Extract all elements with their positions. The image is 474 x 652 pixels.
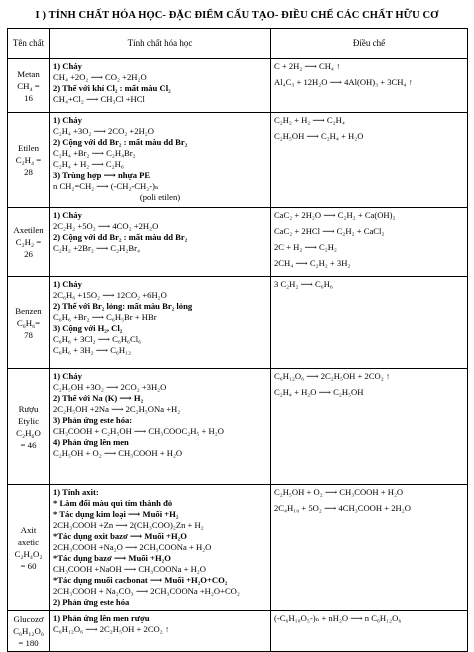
preparation-equation: (-C₆H₁₀O₅-)ₙ + nH₂O ⟶ n C₆H₁₂O₆	[274, 613, 402, 623]
reaction-equation: 2CH₃COOH + Na₂CO₃ ⟶ 2CH₃COONa +H₂O+CO₂	[53, 586, 240, 596]
compound-name-line: Metan	[17, 68, 40, 79]
reaction-equation: C₂H₄ +3O₂ ⟶ 2CO₂ +2H₂O	[53, 126, 154, 136]
property-heading: *Tác dụng oxit bazơ ⟶ Muối +H₂O	[53, 531, 187, 541]
compound-name-line: Etylic	[17, 415, 39, 426]
property-heading: 3) Cộng với H₂, Cl₂	[53, 323, 123, 333]
preparation-equation: 2C + H₂ ⟶ C₂H₂	[274, 242, 337, 252]
preparation-equation: C₂H₂ + H₂ ⟶ C₂H₄	[274, 115, 345, 125]
compound-name-line: 16	[24, 92, 33, 103]
compound-name-cell	[8, 369, 50, 485]
preparation-equation: CaC₂ + 2HCl ⟶ C₂H₂ + CaCl₂	[274, 226, 385, 236]
property-heading: 1) Cháy	[53, 61, 82, 71]
reaction-equation: 2CH₃COOH +Na₂O ⟶ 2CH₃COONa + H₂O	[53, 542, 212, 552]
compound-name-line: Benzen	[15, 305, 42, 316]
properties-cell	[50, 369, 271, 485]
reaction-equation: 2C₆H₆ +15O₂ ⟶ 12CO₂ +6H₂O	[53, 290, 167, 300]
property-heading: * Làm đổi màu quì tím thành đỏ	[53, 498, 173, 508]
reaction-equation: C₆H₆ +Br₂ ⟶ C₆H₅Br + HBr	[53, 312, 157, 322]
reaction-equation: C₂H₅OH +3O₂ ⟶ 2CO₂ +3H₂O	[53, 382, 167, 392]
compound-name-line: Axetilen	[13, 225, 44, 235]
chemistry-table	[7, 28, 468, 652]
preparation-equation: CaC₂ + 2H₂O ⟶ C₂H₂ + Ca(OH)₂	[274, 210, 396, 220]
preparation-equation: C₆H₁₂O₆ ⟶ 2C₂H₅OH + 2CO₂ ↑	[274, 371, 391, 381]
properties-cell	[50, 485, 271, 611]
table-row-etilen	[8, 113, 468, 208]
compound-name-line: C₂H₆O	[16, 427, 41, 438]
compound-name-line: C₆H₆=	[16, 317, 41, 328]
compound-name-line: = 180	[18, 638, 39, 648]
properties-cell	[50, 59, 271, 113]
property-heading: 1) Cháy	[53, 210, 82, 220]
property-heading: *Tác dụng muối cacbonat ⟶ Muối +H₂O+CO₂	[53, 575, 228, 585]
property-heading: * Tác dụng kim loại ⟶ Muối +H₂	[53, 509, 179, 519]
preparation-equation: C₂H₅OH + O₂ ⟶ CH₃COOH + H₂O	[274, 487, 404, 497]
properties-cell	[50, 208, 271, 277]
preparation-cell	[271, 369, 468, 485]
table-row-ruou	[8, 369, 468, 485]
reaction-equation: 2CH₃COOH +Zn ⟶ 2(CH₃COO)₂Zn + H₂	[53, 520, 204, 530]
property-heading: 1) Cháy	[53, 371, 82, 381]
compound-name-line: CH₄ =	[17, 80, 40, 91]
compound-name-line: Rượu	[18, 403, 39, 414]
reaction-equation: (poli etilen)	[139, 192, 181, 202]
compound-name-line: C₂H₄ =	[15, 155, 42, 165]
preparation-cell	[271, 485, 468, 611]
preparation-cell	[271, 611, 468, 652]
table-header-row	[8, 29, 468, 59]
compound-name-line: Axit	[20, 524, 37, 535]
reaction-equation: C₂H₅OH + O₂ ⟶ CH₃COOH + H₂O	[53, 448, 183, 458]
compound-name-cell	[8, 59, 50, 113]
compound-name-line: C₂H₂ =	[15, 237, 42, 247]
reaction-equation: CH₄+Cl₂ ⟶ CH₃Cl +HCl	[53, 94, 145, 104]
reaction-equation: C₆H₆ + 3Cl₂ ⟶ C₆H₆Cl₆	[53, 334, 142, 344]
reaction-equation: C₂H₂ +2Br₂ ⟶ C₂H₂Br₄	[53, 243, 140, 253]
reaction-equation: CH₃COOH + C₂H₅OH ⟶ CH₃COOC₂H₅ + H₂O	[53, 426, 224, 436]
reaction-equation: 2C₂H₅OH +2Na ⟶ 2C₂H₅ONa +H₂	[53, 404, 181, 414]
preparation-cell	[271, 277, 468, 369]
table-row-axit	[8, 485, 468, 611]
preparation-equation: Al₄C₃ + 12H₂O ⟶ 4Al(OH)₃ + 3CH₄ ↑	[274, 77, 413, 87]
compound-name-cell	[8, 485, 50, 611]
compound-name-cell	[8, 113, 50, 208]
preparation-equation: C₂H₄ + H₂O ⟶ C₂H₅OH	[274, 387, 364, 397]
page-title: I ) TÍNH CHẤT HÓA HỌC- ĐẶC ĐIỂM CẤU TẠO- ĐIỀU CHẾ CÁC CHẤT HỮU CƠ	[35, 10, 439, 21]
property-heading: 1) Cháy	[53, 115, 82, 125]
properties-cell	[50, 277, 271, 369]
properties-cell	[50, 113, 271, 208]
properties-cell	[50, 611, 271, 652]
compound-name-line: 78	[24, 329, 33, 340]
compound-name-line: 26	[24, 249, 33, 259]
preparation-equation: 2CH₄ ⟶ C₂H₂ + 3H₂	[274, 258, 351, 268]
table-row-benzen	[8, 277, 468, 369]
property-heading: 2) Phản ứng este hóa	[53, 597, 130, 607]
preparation-equation: 3 C₂H₂ ⟶ C₆H₆	[274, 279, 333, 289]
preparation-cell	[271, 208, 468, 277]
reaction-equation: C₆H₁₂O₆ ⟶ 2C₂H₅OH + 2CO₂ ↑	[53, 624, 170, 634]
header-properties: Tính chất hóa học	[50, 29, 271, 59]
preparation-equation: C + 2H₂ ⟶ CH₄ ↑	[274, 61, 341, 71]
property-heading: 1) Cháy	[53, 279, 82, 289]
table-row-glucozo	[8, 611, 468, 652]
compound-name-line: = 46	[20, 439, 37, 450]
compound-name-cell	[8, 208, 50, 277]
reaction-equation: n CH₂=CH₂ ⟶ (-CH₂-CH₂-)ₙ	[53, 181, 159, 191]
table-row-axetilen	[8, 208, 468, 277]
property-heading: *Tác dụng bazơ ⟶ Muối +H₂O	[53, 553, 171, 563]
compound-name-cell	[8, 277, 50, 369]
preparation-cell	[271, 113, 468, 208]
compound-name-line: 28	[24, 167, 33, 177]
compound-name-line: axetic	[18, 536, 39, 547]
property-heading: 2) Cộng với dd Br₂ : mất màu dd Br₂	[53, 137, 188, 147]
compound-name-line: Etilen	[17, 143, 39, 153]
property-heading: 3) Trùng hợp ⟶ nhựa PE	[53, 170, 151, 180]
property-heading: 2) Thế với Na (K) ⟶ H₂	[53, 393, 144, 403]
compound-name-line: = 60	[20, 560, 37, 571]
compound-name-line: Glucozơ	[13, 614, 44, 624]
property-heading: 2) Thế với khí Cl₂ : mất màu Cl₂	[53, 83, 171, 93]
header-preparation: Điều chế	[271, 29, 468, 59]
reaction-equation: CH₃COOH +NaOH ⟶ CH₃COONa + H₂O	[53, 564, 206, 574]
reaction-equation: C₂H₄ +Br₂ ⟶ C₂H₄Br₂	[53, 148, 136, 158]
property-heading: 1) Phản ứng lên men rượu	[53, 613, 150, 623]
table-row-metan	[8, 59, 468, 113]
reaction-equation: C₂H₄ + H₂ ⟶ C₂H₆	[53, 159, 124, 169]
property-heading: 1) Tính axit:	[53, 487, 99, 497]
header-name: Tên chất	[8, 29, 50, 59]
property-heading: 2) Cộng với dd Br₂ : mất màu dd Br₂	[53, 232, 188, 242]
preparation-equation: 2C₄H₁₀ + 5O₂ ⟶ 4CH₃COOH + 2H₂O	[274, 503, 411, 513]
compound-name-line: C₆H₁₂O₆	[13, 626, 44, 636]
property-heading: 3) Phản ứng este hóa:	[53, 415, 133, 425]
compound-name-line: C₂H₄O₂	[14, 548, 43, 559]
reaction-equation: 2C₂H₂ +5O₂ ⟶ 4CO₂ +2H₂O	[53, 221, 159, 231]
property-heading: 4) Phản ứng lên men	[53, 437, 129, 447]
table-body	[8, 59, 468, 652]
reaction-equation: CH₄ +2O₂ ⟶ CO₂ +2H₂O	[53, 72, 147, 82]
preparation-cell	[271, 59, 468, 113]
reaction-equation: C₆H₆ + 3H₂ ⟶ C₆H₁₂	[53, 345, 132, 355]
preparation-equation: C₂H₅OH ⟶ C₂H₄ + H₂O	[274, 131, 364, 141]
property-heading: 2) Thế với Br₂ lỏng: mất màu Br₂ lỏng	[53, 301, 193, 311]
compound-name-cell	[8, 611, 50, 652]
